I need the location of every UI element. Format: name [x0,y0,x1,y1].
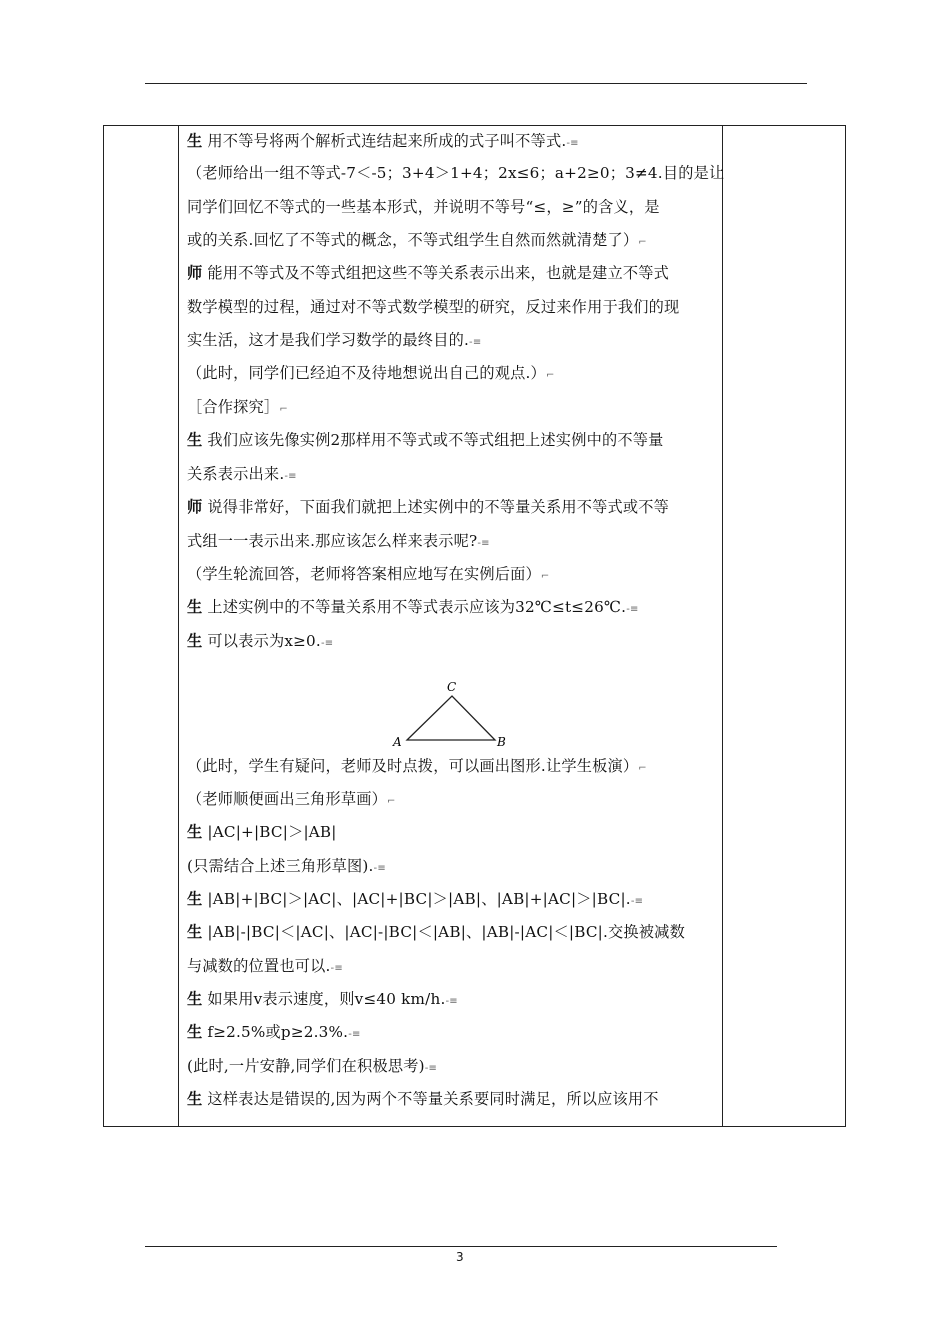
text-line [187,756,647,779]
text-line [187,564,550,587]
paragraph-mark: -≡ [320,638,334,649]
triangle-shape [407,696,495,740]
text-line [187,131,579,154]
line-text: 上述实例中的不等量关系用不等式表示应该为32℃≤t≤26℃. [202,598,627,616]
paragraph-mark: ⌐ [279,404,288,415]
speaker-tag: 生 [187,923,203,941]
speaker-tag: 生 [187,431,203,449]
text-line [187,163,724,183]
speaker-tag: 生 [187,890,203,908]
line-text: 数学模型的过程，通过对不等式数学模型的研究，反过来作用于我们的现 [187,298,680,316]
text-line [187,263,669,283]
paragraph-mark: -≡ [373,863,386,874]
page-number-text: 3 [456,1250,464,1264]
paragraph-mark: -≡ [566,138,579,149]
speaker-tag: 生 [187,1023,203,1041]
line-text: (此时,一片安静,同学们在积极思考) [187,1057,425,1075]
text-line [187,789,396,812]
line-text: 实生活，这才是我们学习数学的最终目的. [187,331,470,349]
text-line [187,531,490,554]
text-line [187,197,660,217]
text-line [187,597,639,620]
line-text: 或的关系.回忆了不等式的概念，不等式组学生自然而然就清楚了） [187,231,639,249]
paragraph-mark: ⌐ [387,796,396,807]
vertex-label-b: B [497,735,506,749]
line-text: f≥2.5%或p≥2.3%. [202,1023,349,1041]
line-text: （学生轮流回答，老师将答案相应地写在实例后面） [187,565,541,583]
paragraph-mark: ⌐ [638,763,647,774]
line-text: 同学们回忆不等式的一些基本形式，并说明不等号“≤，≥”的含义，是 [187,198,660,216]
speaker-tag: 生 [187,632,203,650]
paragraph-mark: ⌐ [545,370,555,381]
paragraph-mark: -≡ [445,996,458,1007]
speaker-tag: 生 [187,1090,203,1108]
text-line [187,956,343,979]
speaker-tag: 生 [187,990,203,1008]
speaker-tag: 师 [187,498,203,516]
text-line [187,430,664,450]
text-line [187,889,643,912]
paragraph-mark: -≡ [284,471,297,482]
paragraph-mark: ⌐ [638,237,647,248]
line-text: |AB|+|BC|＞|AC|、|AC|+|BC|＞|AB|、|AB|+|AC|＞|BC|. [202,890,631,908]
line-text: ［合作探究］ [187,398,280,416]
text-line [187,1022,361,1045]
line-text: 式组一一表示出来.那应该怎么样来表示呢? [187,532,478,550]
speaker-tag: 生 [187,132,203,150]
line-text: （此时，学生有疑问，老师及时点拨，可以画出图形.让学生板演） [187,757,639,775]
text-line [187,631,333,654]
paragraph-mark: -≡ [424,1063,438,1074]
text-line [187,497,669,517]
header-rule [145,83,807,84]
line-text: （老师顺便画出三角形草画） [187,790,388,808]
text-line [187,822,337,842]
line-text: 如果用v表示速度，则v≤40 km/h. [202,990,446,1008]
line-text: 我们应该先像实例2那样用不等式或不等式组把上述实例中的不等量 [202,431,664,449]
text-line [187,397,288,420]
line-text: |AC|+|BC|＞|AB| [202,823,337,841]
text-line [187,1056,437,1079]
text-line [187,363,555,386]
text-line [187,464,297,487]
paragraph-mark: ⌐ [540,571,550,582]
speaker-tag: 师 [187,264,203,282]
line-text: 用不等号将两个解析式连结起来所成的式子叫不等式. [202,132,567,150]
paragraph-mark: -≡ [348,1029,361,1040]
line-text: 说得非常好，下面我们就把上述实例中的不等量关系用不等式或不等 [202,498,670,516]
text-line [187,330,481,353]
paragraph-mark: -≡ [626,604,639,615]
text-line [187,856,386,879]
line-text: (只需结合上述三角形草图). [187,857,374,875]
table-column-divider-right [722,125,723,1127]
line-text: |AB|-|BC|＜|AC|、|AC|-|BC|＜|AB|、|AB|-|AC|＜|BC|.交换被减数 [202,923,685,941]
text-line [187,230,647,253]
table-column-divider-left [178,125,179,1127]
paragraph-mark: -≡ [330,963,343,974]
vertex-label-c: C [447,680,457,694]
text-line [187,922,685,942]
triangle-diagram [390,678,515,750]
footer-rule [145,1246,777,1247]
line-text: 可以表示为x≥0. [202,632,321,650]
paragraph-mark: -≡ [469,337,482,348]
paragraph-mark: -≡ [477,538,490,549]
text-line [187,989,458,1012]
line-text: （老师给出一组不等式-7＜-5；3+4＞1+4；2x≤6；a+2≥0；3≠4.目的是让 [187,164,725,182]
line-text: 与减数的位置也可以. [187,957,331,975]
text-line [187,1089,659,1109]
line-text: 关系表示出来. [187,465,285,483]
vertex-label-a: A [393,735,402,749]
text-line [187,297,679,317]
line-text: 能用不等式及不等式组把这些不等关系表示出来，也就是建立不等式 [202,264,670,282]
line-text: （此时，同学们已经迫不及待地想说出自己的观点.） [187,364,546,382]
speaker-tag: 生 [187,823,203,841]
line-text: 这样表达是错误的,因为两个不等量关系要同时满足，所以应该用不 [202,1090,659,1108]
paragraph-mark: -≡ [630,896,644,907]
speaker-tag: 生 [187,598,203,616]
